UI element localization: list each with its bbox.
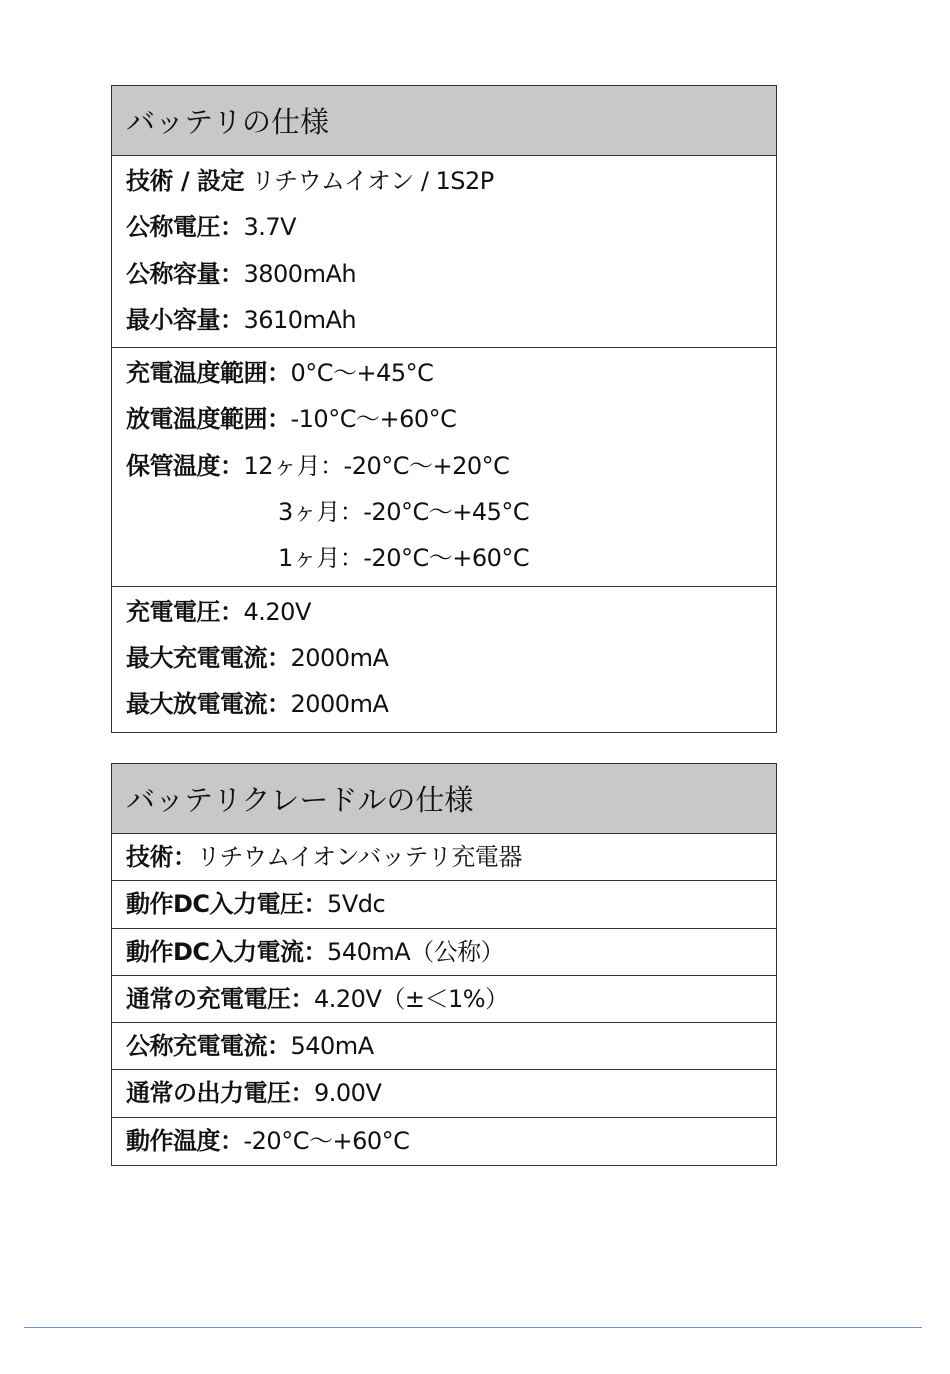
spec-line-nominal-voltage [112,204,776,250]
spec-label: 通常の充電電圧： [126,984,314,1013]
spec-line-nominal-capacity [112,251,776,297]
spec-line-charge-voltage [112,589,776,635]
spec-value: 4.20V（±＜1%） [314,984,509,1013]
spec-row-operating-temp [112,1118,776,1165]
spec-label: 技術 / 設定 [126,167,244,195]
spec-label: 保管温度： [126,451,244,480]
spec-label: 公称容量： [126,259,244,288]
spec-line-charge-temp [112,350,776,396]
spec-value: 540mA [290,1032,374,1061]
spec-value: 0°C～+45°C [290,359,434,388]
spec-row-dc-input-current [112,929,776,976]
spec-value: 4.20V [243,597,311,626]
spec-row-output-voltage [112,1070,776,1117]
cradle-spec-title: バッテリクレードルの仕様 [112,764,776,834]
spec-line-technology [112,158,776,204]
battery-temperature-group [112,348,776,586]
spec-value: 540mA（公称） [327,937,505,966]
battery-basic-group [112,156,776,348]
spec-label: 動作DC入力電流： [126,937,328,966]
spec-value: 3800mAh [243,259,357,288]
spec-value: 12ヶ月：-20°C～+20°C [243,451,510,480]
battery-electrical-group [112,587,776,732]
spec-line-max-charge-current [112,635,776,681]
spec-line-min-capacity [112,297,776,343]
spec-value: 3.7V [243,213,297,242]
spec-value: -20°C～+60°C [243,1126,410,1155]
spec-row-charge-voltage [112,976,776,1023]
spec-label: 技術： [126,843,197,871]
spec-label: 動作DC入力電圧： [126,890,328,919]
spec-label: 放電温度範囲： [126,405,291,434]
spec-label: 最小容量： [126,305,244,334]
spec-label: 最大充電電流： [126,643,291,672]
spec-value: 2000mA [290,643,389,672]
spec-line-max-discharge-current [112,681,776,727]
spec-value: 5Vdc [327,890,386,919]
spec-row-technology [112,834,776,881]
spec-line-discharge-temp [112,396,776,442]
spec-value: リチウムイオン / 1S2P [243,167,494,195]
spec-line-storage-temp-3m [112,489,776,535]
spec-label: 動作温度： [126,1126,244,1155]
spec-line-storage-temp-1m [112,535,776,581]
spec-value: 2000mA [290,690,389,719]
spec-label: 公称電圧： [126,213,244,242]
spec-line-storage-temp [112,443,776,489]
battery-spec-title: バッテリの仕様 [112,86,776,156]
spec-label: 通常の出力電圧： [126,1079,314,1108]
spec-value: -10°C～+60°C [290,405,457,434]
spec-value: リチウムイオンバッテリ充電器 [196,843,522,871]
spec-label: 公称充電電流： [126,1032,291,1061]
spec-value: 3610mAh [243,305,357,334]
cradle-spec-table [111,763,777,1166]
spec-row-dc-input-voltage [112,881,776,928]
spec-value: 3ヶ月：-20°C～+45°C [278,498,530,527]
spec-label: 充電電圧： [126,597,244,626]
footer-divider [24,1327,922,1328]
spec-value: 1ヶ月：-20°C～+60°C [278,544,530,573]
spec-row-charge-current [112,1023,776,1070]
spec-value: 9.00V [314,1079,382,1108]
spec-label: 充電温度範囲： [126,359,291,388]
spec-label: 最大放電電流： [126,690,291,719]
battery-spec-table [111,85,777,733]
